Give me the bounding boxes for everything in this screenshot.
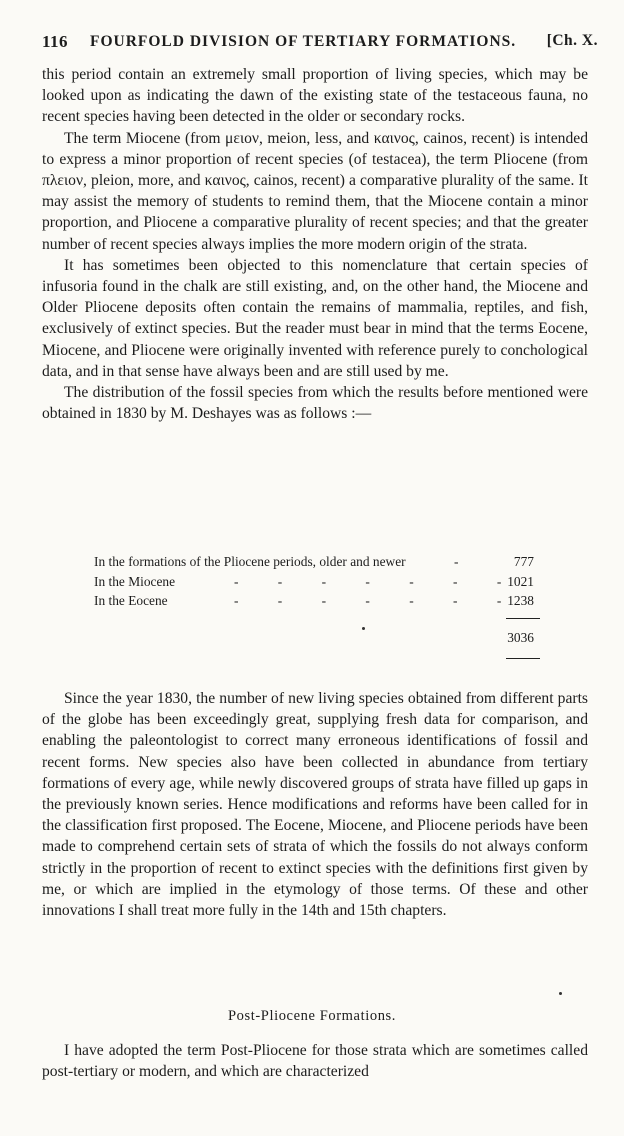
bottom-text-block [42,1040,588,1082]
paragraph-miocene-pliocene-etymology: The term Miocene (from μειον, meion, less, and καινος, cainos, recent) is intended to express a minor proportion of recent species (of testacea), the term Pliocene (from πλειον, pleion, more, and καινος, cainos, recent) a comparative plurality of the same. It may assist the memory of students to remind them, that the Miocene contain a minor proportion, and Pliocene a comparative plurality of recent species; and that the greater number of recent species always implies the more modern origin of the strata. [42,129,588,253]
running-title: FOURFOLD DIVISION OF TERTIARY FORMATIONS. [90,33,517,50]
running-header [42,32,598,56]
paragraph-nomenclature-objection: It has sometimes been objected to this nomenclature that certain species of infusoria found in the chalk are still existing, and, on the other hand, the Miocene and Older Pliocene deposits often contain the remains of mammalia, reptiles, and fish, exclusively of extinct species. But the reader must bear in mind that the terms Eocene, Miocene, and Pliocene were originally invented with reference purely to conchological data, and in that sense have always been and are still used by me. [42,256,588,380]
table-row [94,572,544,592]
table-total: 3036 [507,629,534,645]
species-distribution-table [94,552,544,649]
top-text-block [42,64,588,424]
print-speck [362,627,365,630]
row-leader: - - - - - - - [234,593,506,608]
print-speck [559,992,562,995]
table-row [94,552,544,572]
section-heading-text: Post-Pliocene Formations. [227,1008,397,1024]
row-value: 1021 [507,573,534,589]
section-heading [0,1008,624,1025]
row-value: 1238 [507,593,534,608]
row-label: In the Eocene [94,593,168,608]
total-rule [506,658,540,659]
row-leader: - - - - - - - [234,573,506,589]
sum-rule [506,618,540,619]
row-label: In the Miocene [94,573,176,589]
table-row [94,591,544,611]
paragraph-distribution-intro: The distribution of the fossil species from which the results before mentioned were obtained in 1830 by M. Deshayes was as follows :— [42,384,588,423]
middle-text-block [42,688,588,921]
table-total-row [94,623,544,649]
paragraph-continued: this period contain an extremely small proportion of living species, which may be looked upon as indicating the dawn of the existing state of the testaceous fauna, no recent species having been detected in the older or secondary rocks. [42,66,588,126]
row-leader: - [454,554,463,569]
row-value: 777 [513,554,534,569]
paragraph-post-pliocene: I have adopted the term Post-Pliocene for those strata which are sometimes called post-tertiary or modern, and which are characterized [42,1042,588,1081]
row-label: In the formations of the Pliocene periods, older and newer [94,554,406,569]
chapter-marker: [Ch. X. [546,32,598,49]
paragraph-since-1830: Since the year 1830, the number of new living species obtained from different parts of the globe has been exceedingly great, supplying fresh data for comparison, and enabling the paleontologist to correct many erroneous identifications of fossil and recent forms. New species also have been collected in abundance from tertiary formations of every age, while newly discovered groups of strata have filled up gaps in the previously known series. Hence modifications and reforms have been called for in the classification first proposed. The Eocene, Miocene, and Pliocene periods have been made to comprehend certain sets of strata of which the fossils do not always conform strictly in the proportion of recent to extinct species with the definitions first given by me, or which are implied in the etymology of those terms. Of these and other innovations I shall treat more fully in the 14th and 15th chapters. [42,690,588,920]
page-number: 116 [42,32,69,51]
